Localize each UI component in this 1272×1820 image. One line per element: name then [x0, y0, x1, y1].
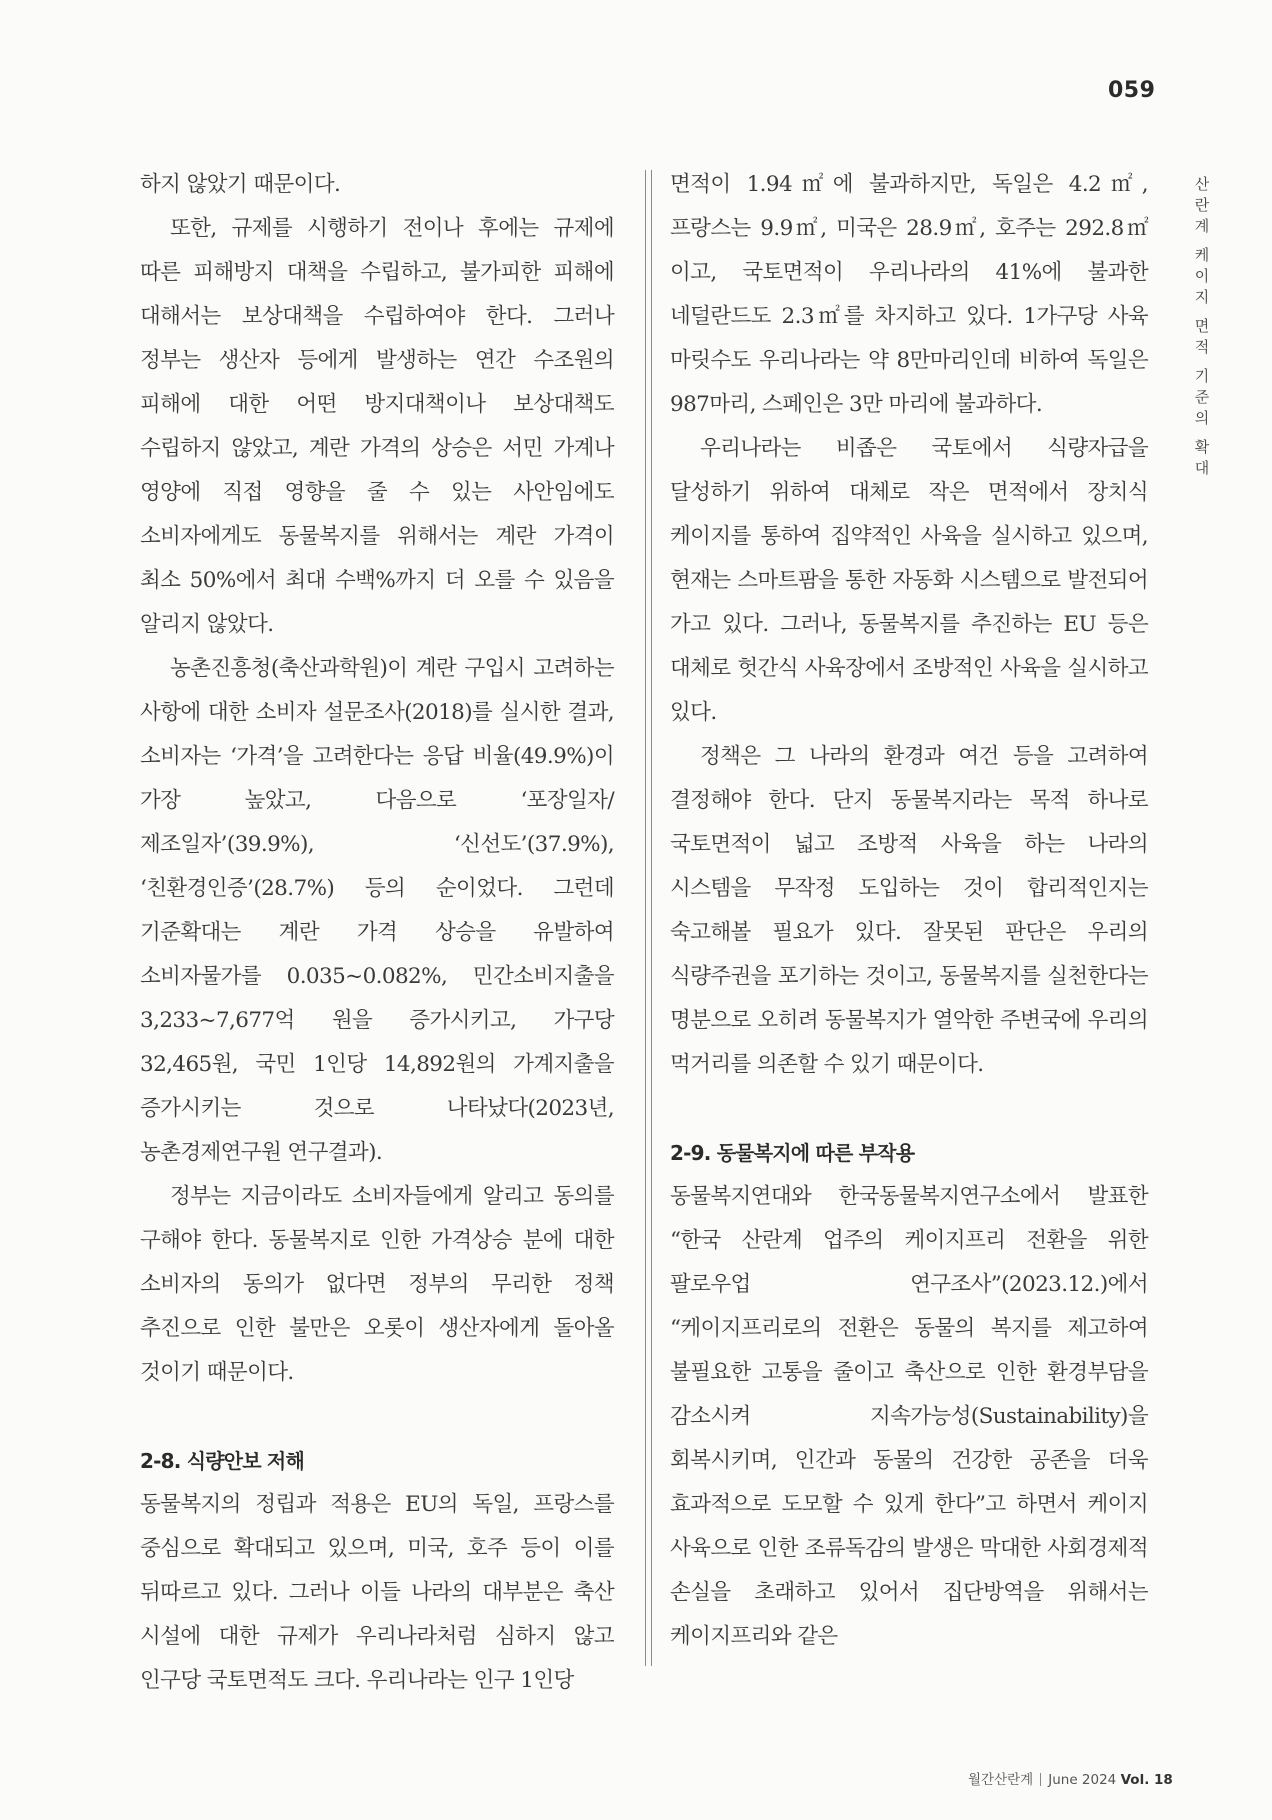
- title-char: 산: [1194, 175, 1210, 193]
- paragraph: 또한, 규제를 시행하기 전이나 후에는 규제에 따른 피해방지 대책을 수립하고, 불가피한 피해에 대해서는 보상대책을 수립하여야 한다. 그러나 정부는 생산자 등에게 발생하는 연간 수조원의 피해에 대한 어떤 방지대책이나 보상대책도 수립하지 않았고, 계란 가격의 상승은 서민 가계나 영양에 직접 영향을 줄 수 있는 사안임에도 소비자에게도 동물복지를 위해서는 계란 가격이 최소 50%에서 최대 수백%까지 더 오를 수 있음을 알리지 않았다.: [140, 216, 614, 637]
- title-char: 지: [1194, 288, 1210, 306]
- running-section-title: [1190, 174, 1214, 479]
- right-column: [670, 163, 1148, 1659]
- magazine-name: 월간산란계: [968, 1772, 1034, 1788]
- page-footer: [968, 1768, 1173, 1788]
- column-divider: [645, 170, 652, 1666]
- title-char: 기: [1194, 367, 1210, 385]
- title-gap: [1190, 358, 1214, 366]
- left-column: [140, 163, 614, 1703]
- footer-divider: [1040, 1773, 1041, 1786]
- title-char: 의: [1194, 409, 1210, 427]
- paragraph: 정부는 지금이라도 소비자들에게 알리고 동의를 구해야 한다. 동물복지로 인한 가격상승 분에 대한 소비자의 동의가 없다면 정부의 무리한 정책 추진으로 인한 불만은 오롯이 생산자에게 돌아올 것이기 때문이다.: [140, 1184, 614, 1385]
- title-char: 면: [1194, 317, 1210, 335]
- title-char: 이: [1194, 267, 1210, 285]
- paragraph: 농촌진흥청(축산과학원)이 계란 구입시 고려하는 사항에 대한 소비자 설문조사(2018)를 실시한 결과, 소비자는 ‘가격’을 고려한다는 응답 비율(49.9%)이 가장 높았고, 다음으로 ‘포장일자/제조일자’(39.9%), ‘신선도’(37.9%), ‘친환경인증’(28.7%) 등의 순이었다. 그런데 기준확대는 계란 가격 상승을 유발하여 소비자물가를 0.035~0.082%, 민간소비지출을 3,233~7,677억 원을 증가시키고, 가구당 32,465원, 국민 1인당 14,892원의 가계지출을 증가시키는 것으로 나타났다(2023년, 농촌경제연구원 연구결과).: [140, 656, 614, 1165]
- title-char: 계: [1194, 217, 1210, 235]
- title-char: 확: [1194, 438, 1210, 456]
- paragraph: 하지 않았기 때문이다.: [140, 172, 341, 197]
- volume-number: Vol. 18: [1120, 1772, 1173, 1788]
- title-gap: [1190, 308, 1214, 316]
- paragraph: 동물복지의 정립과 적용은 EU의 독일, 프랑스를 중심으로 확대되고 있으며, 미국, 호주 등이 이를 뒤따르고 있다. 그러나 이들 나라의 대부분은 축산 시설에 대한 규제가 우리나라처럼 심하지 않고 인구당 국토면적도 크다. 우리나라는 인구 1인당: [140, 1492, 614, 1693]
- title-gap: [1190, 429, 1214, 437]
- title-char: 적: [1194, 338, 1210, 356]
- title-char: 대: [1194, 459, 1210, 477]
- paragraph: 우리나라는 비좁은 국토에서 식량자급을 달성하기 위하여 대체로 작은 면적에서 장치식 케이지를 통하여 집약적인 사육을 실시하고 있으며, 현재는 스마트팜을 통한 자동화 시스템으로 발전되어 가고 있다. 그러나, 동물복지를 추진하는 EU 등은 대체로 헛간식 사육장에서 조방적인 사육을 실시하고 있다.: [670, 436, 1148, 725]
- section-heading: 2-9. 동물복지에 따른 부작용: [670, 1141, 915, 1165]
- section-heading: 2-8. 식량안보 저해: [140, 1449, 304, 1473]
- title-char: 준: [1194, 388, 1210, 406]
- title-char: 란: [1194, 196, 1210, 214]
- title-gap: [1190, 237, 1214, 245]
- paragraph: 동물복지연대와 한국동물복지연구소에서 발표한 “한국 산란계 업주의 케이지프리 전환을 위한 팔로우업 연구조사”(2023.12.)에서 “케이지프리로의 전환은 동물의 복지를 제고하여 불필요한 고통을 줄이고 축산으로 인한 환경부담을 감소시켜 지속가능성(Sustainability)을 회복시키며, 인간과 동물의 건강한 공존을 더욱 효과적으로 도모할 수 있게 한다”고 하면서 케이지 사육으로 인한 조류독감의 발생은 막대한 사회경제적 손실을 초래하고 있어서 집단방역을 위해서는 케이지프리와 같은: [670, 1184, 1148, 1649]
- issue-date: June 2024: [1048, 1772, 1117, 1788]
- page-number: 059: [1108, 78, 1156, 103]
- title-char: 케: [1194, 246, 1210, 264]
- paragraph: 면적이 1.94㎡에 불과하지만, 독일은 4.2㎡, 프랑스는 9.9㎡, 미국은 28.9㎡, 호주는 292.8㎡이고, 국토면적이 우리나라의 41%에 불과한 네덜란드도 2.3㎡를 차지하고 있다. 1가구당 사육 마릿수도 우리나라는 약 8만마리인데 비하여 독일은 987마리, 스페인은 3만 마리에 불과하다.: [670, 172, 1148, 417]
- paragraph: 정책은 그 나라의 환경과 여건 등을 고려하여 결정해야 한다. 단지 동물복지라는 목적 하나로 국토면적이 넓고 조방적 사육을 하는 나라의 시스템을 무작정 도입하는 것이 합리적인지는 숙고해볼 필요가 있다. 잘못된 판단은 우리의 식량주권을 포기하는 것이고, 동물복지를 실천한다는 명분으로 오히려 동물복지가 열악한 주변국에 우리의 먹거리를 의존할 수 있기 때문이다.: [670, 744, 1148, 1077]
